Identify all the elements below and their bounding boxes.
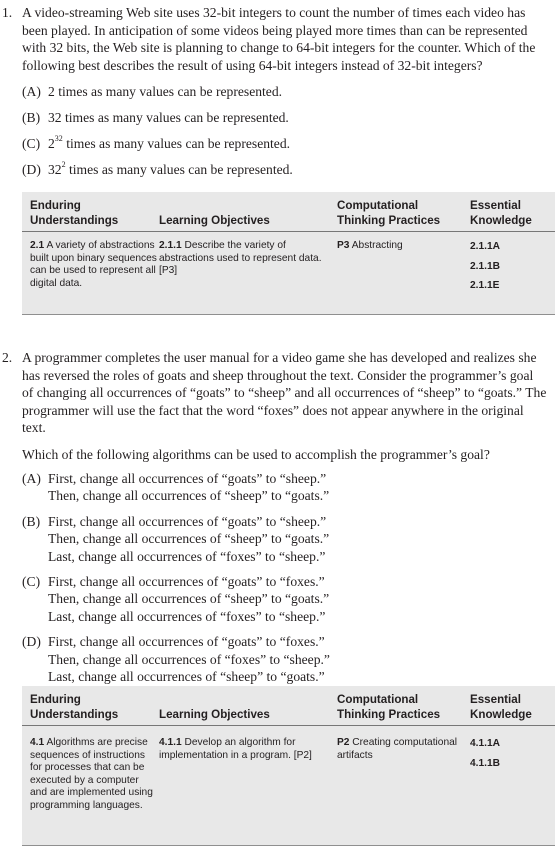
q2-choice-c[interactable]: (C) First, change all occurrences of “goats” to “foxes.” Then, change all occurrences of “sheep” to “goats.” Last, change all occurrences of “foxes” to “sheep.” xyxy=(22,574,330,624)
thinking-practice-cell: P2 Creating computational artifacts xyxy=(337,737,458,761)
question-2-stem xyxy=(0,349,555,437)
exponent: 2 xyxy=(61,160,66,170)
question-2-text: A programmer completes the user manual for a video game she has developed and realizes she has reversed the roles of goats and sheep throughout the text. Consider the programmer’s goal of changing all occurrences of “goats” to “sheep” and all occurrences of “sheep” to “goats.” The programmer will use the fact that the word “foxes” does not appear anywhere in the original text. xyxy=(22,350,547,435)
question-2 xyxy=(0,349,555,685)
q1-choice-c[interactable]: (C) $2^{32}$ times as many values can be represented. xyxy=(22,134,291,151)
header-essential-knowledge: Essential Knowledge xyxy=(470,199,532,227)
question-1-choices xyxy=(0,79,555,183)
alignment-table-header xyxy=(22,686,555,726)
q1-choice-a[interactable]: (A) 2 times as many values can be represented. xyxy=(22,84,283,99)
q1-choice-d[interactable]: (D) $32^2$ times as many values can be represented. xyxy=(22,160,293,177)
learning-objective-cell: 2.1.1 Describe the variety of abstractions used to represent data. [P3] xyxy=(159,240,322,277)
exponent: 32 xyxy=(54,134,63,144)
q1-choice-b[interactable]: (B) 32 times as many values can be represented. xyxy=(22,110,289,125)
header-enduring-understandings: Enduring Understandings xyxy=(30,199,119,227)
question-2-prompt: Which of the following algorithms can be used to accomplish the programmer’s goal? xyxy=(22,446,490,462)
question-1-stem xyxy=(0,4,555,74)
q2-choice-b[interactable]: (B) First, change all occurrences of “goats” to “sheep.” Then, change all occurrences of “sheep” to “goats.” Last, change all occurrences of “foxes” to “sheep.” xyxy=(22,513,330,564)
header-essential-knowledge: Essential Knowledge xyxy=(470,693,532,721)
alignment-table-2 xyxy=(22,686,555,846)
question-1 xyxy=(0,4,555,183)
alignment-table-1 xyxy=(22,192,555,315)
essential-knowledge-cell: 2.1.1A 2.1.1B 2.1.1E xyxy=(470,241,501,291)
alignment-table-header xyxy=(22,192,555,232)
header-computational-thinking-practices: Computational Thinking Practices xyxy=(337,693,441,721)
enduring-understanding-cell: 2.1 A variety of abstractions built upon binary sequences can be used to represent all digital data. xyxy=(30,240,157,289)
q2-choice-a[interactable]: (A) First, change all occurrences of “goats” to “sheep.” Then, change all occurrences of “sheep” to “goats.” xyxy=(22,471,330,504)
question-1-number: 1. xyxy=(2,5,13,20)
thinking-practice-cell: P3 Abstracting xyxy=(337,240,403,251)
learning-objective-cell: 4.1.1 Develop an algorithm for implementation in a program. [P2] xyxy=(159,737,312,761)
question-1-text: A video-streaming Web site uses 32-bit integers to count the number of times each video has been played. In anticipation of some videos being played more times than can be represented with 32 bits, the Web site is planning to change to 64-bit integers for the counter. Which of the following best describes the result of using 64-bit integers instead of 32-bit integers? xyxy=(22,5,536,73)
header-learning-objectives: Learning Objectives xyxy=(159,707,270,721)
header-computational-thinking-practices: Computational Thinking Practices xyxy=(337,199,441,227)
q2-choice-d[interactable]: (D) First, change all occurrences of “goats” to “foxes.” Then, change all occurrences of “foxes” to “sheep.” Last, change all occurrences of “sheep” to “goats.” xyxy=(22,634,330,685)
enduring-understanding-cell: 4.1 Algorithms are precise sequences of instructions for processes that can be executed by a computer and are implemented using programming languages. xyxy=(30,737,153,811)
header-enduring-understandings: Enduring Understandings xyxy=(30,693,119,721)
question-2-number: 2. xyxy=(2,350,13,365)
header-learning-objectives: Learning Objectives xyxy=(159,213,270,227)
essential-knowledge-cell: 4.1.1A 4.1.1B xyxy=(470,738,501,769)
question-2-choices xyxy=(0,470,555,685)
